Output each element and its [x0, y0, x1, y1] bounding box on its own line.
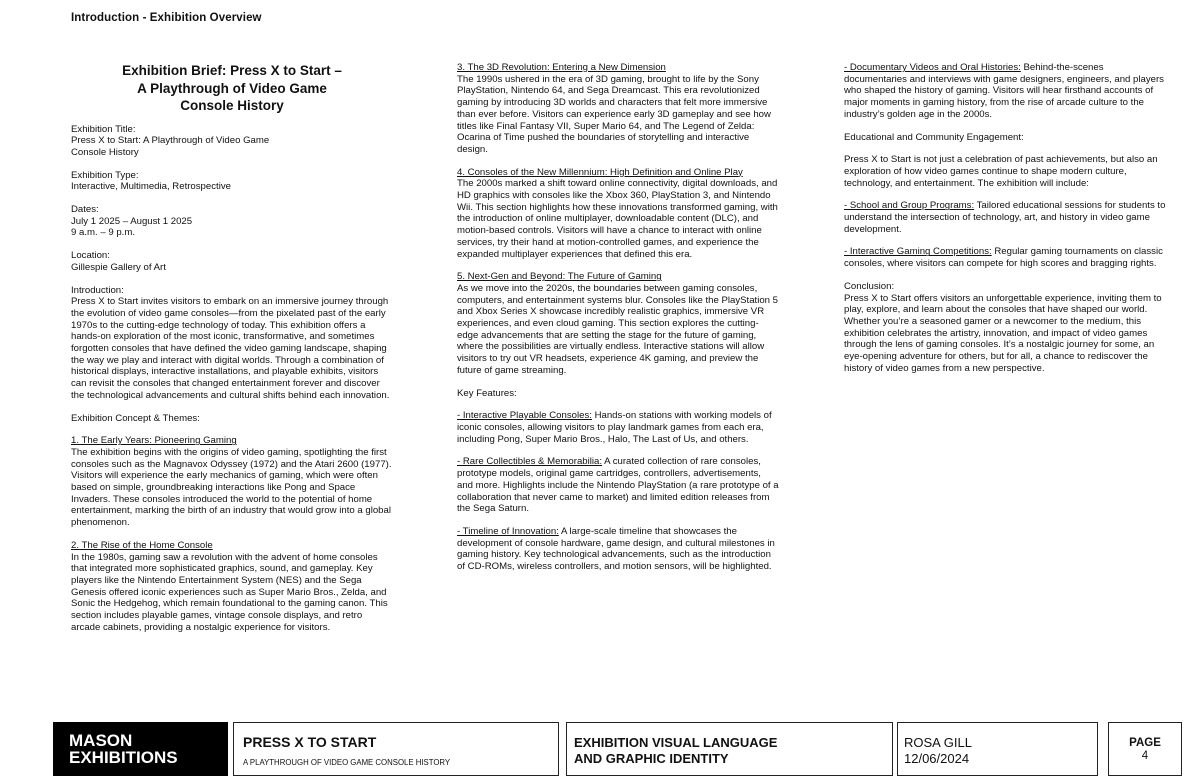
theme-body: In the 1980s, gaming saw a revolution with the advent of home consoles that integrated more sophisticated graphics, sound, and gameplay. Key players like the Nintendo Entertainment System (NES) and the Sega Genesis offered iconic experiences such as Super Mario Bros., Zelda, and Sonic the Hedgehog, which remain foundational to the gaming canon. This section includes playable games, vintage console displays, and retro arcade cabinets, providing a nostalgic experience for visitors. — [71, 551, 388, 633]
feature-body: Behind-the-scenes documentaries and interviews with game designers, engineers, and players who shaped the history of gaming. Visitors will hear firsthand accounts of major moments in gaming history, from the rise of arcade culture to the industry’s golden age in the 2000s. — [844, 62, 1164, 120]
feature-item — [457, 526, 779, 573]
education-item-body: Tailored educational sessions for students to understand the intersection of technology, art, and history in video game development. — [844, 200, 1166, 235]
theme-title: 1. The Early Years: Pioneering Gaming — [71, 435, 237, 447]
theme-body: The 2000s marked a shift toward online connectivity, digital downloads, and HD graphics with consoles like the Xbox 360, PlayStation 3, and Nintendo Wii. This section highlights how these innovations transformed gaming, with the introduction of online multiplayer, downloadable content (DLC), and motion-based controls. Visitors will have a chance to interact with online services, try their hand at motion-controlled games, and experience the expanded multiplayer experiences that defined this era. — [457, 178, 778, 260]
education-item — [844, 200, 1166, 235]
document-title-line: EXHIBITION VISUAL LANGUAGE — [574, 735, 778, 750]
field-title — [71, 124, 393, 159]
education-item-title: - Interactive Gaming Competitions: — [844, 246, 992, 258]
field-dates — [71, 204, 393, 239]
education-item-title: - School and Group Programs: — [844, 200, 975, 212]
education-intro: Press X to Start is not just a celebration of past achievements, but also an exploration of how video games continue to shape modern culture, technology, and entertainment. The exhibition will include: — [844, 154, 1158, 189]
page-header-label: Introduction - Exhibition Overview — [71, 12, 262, 24]
feature-title: - Timeline of Innovation: — [457, 525, 559, 537]
theme-body: The exhibition begins with the origins of video gaming, spotlighting the first consoles such as the Magnavox Odyssey (1972) and the Atari 2600 (1977). Visitors will experience the early mechanics of gaming, which were often based on simple, groundbreaking interactions like Pong and Space Invaders. These consoles introduced the world to the potential of home entertainment, marking the birth of an industry that would grow into a global phenomenon. — [71, 446, 392, 529]
field-label: Exhibition Title: — [71, 123, 136, 135]
project-box — [233, 722, 559, 776]
column-left — [71, 62, 393, 645]
brand-logo — [53, 722, 228, 776]
theme-section — [71, 540, 393, 634]
field-label: Dates: — [71, 204, 99, 216]
column-middle — [457, 62, 779, 584]
field-value: Press X to Start: A Playthrough of Video Game Console History — [71, 135, 270, 158]
feature-item — [457, 456, 779, 515]
theme-section — [457, 62, 779, 156]
title-block-footer — [0, 722, 1200, 776]
page-label: PAGE — [1129, 737, 1161, 749]
features-heading: Key Features: — [457, 387, 517, 399]
theme-section — [71, 435, 393, 529]
field-label: Location: — [71, 250, 110, 262]
brand-line: MASON — [69, 731, 133, 750]
feature-item — [844, 62, 1166, 121]
brief-title-line: A Playthrough of Video Game — [137, 80, 327, 96]
feature-title: - Documentary Videos and Oral Histories: — [844, 62, 1021, 73]
brief-title-line: Exhibition Brief: Press X to Start – — [122, 63, 342, 78]
theme-body: The 1990s ushered in the era of 3D gaming, brought to life by the Sony PlayStation, Nintendo 64, and Sega Dreamcast. This era revolutionized gaming by introducing 3D worlds and characters that felt more immersive than ever before. Visitors can experience early 3D gameplay and see how titles like Final Fantasy VII, Super Mario 64, and The Legend of Zelda: Ocarina of Time pushed the boundaries of storytelling and interactive design. — [457, 73, 771, 155]
intro-text: Press X to Start invites visitors to embark on an immersive journey through the evolution of video game consoles—from the pixelated past of the early 1970s to the cutting-edge technology of today. This exhibition offers a hands-on exploration of the most iconic, transformative, and sometimes forgotten consoles that have defined the video gaming landscape, shaping the way we play and interact with digital worlds. Through a combination of historical displays, interactive installations, and playable exhibits, visitors can revisit the consoles that changed entertainment forever and discover the technological advancements and cultural shifts behind each innovation. — [71, 296, 390, 401]
conclusion-text: Press X to Start offers visitors an unforgettable experience, inviting them to play, explore, and learn about the consoles that have shaped our world. Whether you’re a seasoned gamer or a newcomer to the medium, this exhibition celebrates the artistry, innovation, and impact of video games through the lens of gaming consoles. It’s a nostalgic journey for some, an eye-opening adventure for others, but for all, a chance to rediscover the history of video games from a new perspective. — [844, 292, 1162, 374]
column-right — [844, 62, 1166, 385]
theme-section — [457, 271, 779, 376]
feature-body: A large-scale timeline that showcases the development of console hardware, game design, and cultural milestones in gaming history. Key technological advancements, such as the introduction of CD-ROMs, wireless controllers, and motion sensors, will be highlighted. — [457, 525, 775, 573]
brief-title — [71, 62, 393, 115]
field-location — [71, 250, 393, 273]
document-date: 12/06/2024 — [904, 751, 970, 766]
theme-title: 4. Consoles of the New Millennium: High Definition and Online Play — [457, 166, 743, 178]
introduction — [71, 285, 393, 402]
theme-title: 3. The 3D Revolution: Entering a New Dimension — [457, 62, 666, 73]
project-subtitle: A PLAYTHROUGH OF VIDEO GAME CONSOLE HISTORY — [243, 758, 451, 767]
feature-title: - Rare Collectibles & Memorabilia: — [457, 456, 603, 468]
field-value: Gillespie Gallery of Art — [71, 261, 166, 273]
page-number: 4 — [1141, 750, 1149, 762]
intro-label: Introduction: — [71, 284, 124, 296]
conclusion — [844, 281, 1166, 375]
author-name: ROSA GILL — [904, 735, 972, 750]
document-title-line: AND GRAPHIC IDENTITY — [574, 751, 729, 766]
page-box — [1108, 722, 1182, 776]
field-label: Exhibition Type: — [71, 169, 139, 181]
education-item-body: Regular gaming tournaments on classic consoles, where visitors can compete for high scores and bragging rights. — [844, 246, 1163, 270]
feature-body: Hands-on stations with working models of iconic consoles, allowing visitors to play landmark games from each era, including Pong, Super Mario Bros., Halo, The Last of Us, and others. — [457, 410, 772, 445]
education-heading: Educational and Community Engagement: — [844, 131, 1024, 143]
theme-title: 5. Next-Gen and Beyond: The Future of Gaming — [457, 271, 662, 283]
project-title: PRESS X TO START — [243, 734, 377, 750]
conclusion-label: Conclusion: — [844, 280, 895, 292]
brand-line: EXHIBITIONS — [69, 748, 178, 767]
field-value: Interactive, Multimedia, Retrospective — [71, 181, 231, 193]
author-box — [897, 722, 1098, 776]
field-type — [71, 170, 393, 193]
theme-body: As we move into the 2020s, the boundaries between gaming consoles, computers, and entertainment systems blur. Consoles like the PlayStation 5 and Xbox Series X showcase incredibly realistic graphics, immersive VR experiences, and even cloud gaming. This section explores the cutting-edge advancements that are setting the stage for the future of gaming, where the possibilities are virtually endless. Interactive stations will allow visitors to try out VR headsets, experience 4K gaming, and preview the future of game streaming. — [457, 282, 779, 376]
concept-heading: Exhibition Concept & Themes: — [71, 412, 200, 424]
brief-title-line: Console History — [180, 98, 284, 113]
feature-title: - Interactive Playable Consoles: — [457, 410, 592, 422]
document-title-box — [566, 722, 893, 776]
feature-item — [457, 410, 779, 445]
theme-title: 2. The Rise of the Home Console — [71, 539, 213, 551]
theme-section — [457, 167, 779, 261]
feature-body: A curated collection of rare consoles, prototype models, original game cartridges, controllers, advertisements, and more. Highlights include the Nintendo PlayStation (a rare prototype of a collaboration that never came to market) and limited edition releases from the Sega Saturn. — [457, 456, 779, 515]
education-item — [844, 246, 1166, 269]
field-value: July 1 2025 – August 1 2025 9 a.m. – 9 p.m. — [71, 215, 193, 239]
